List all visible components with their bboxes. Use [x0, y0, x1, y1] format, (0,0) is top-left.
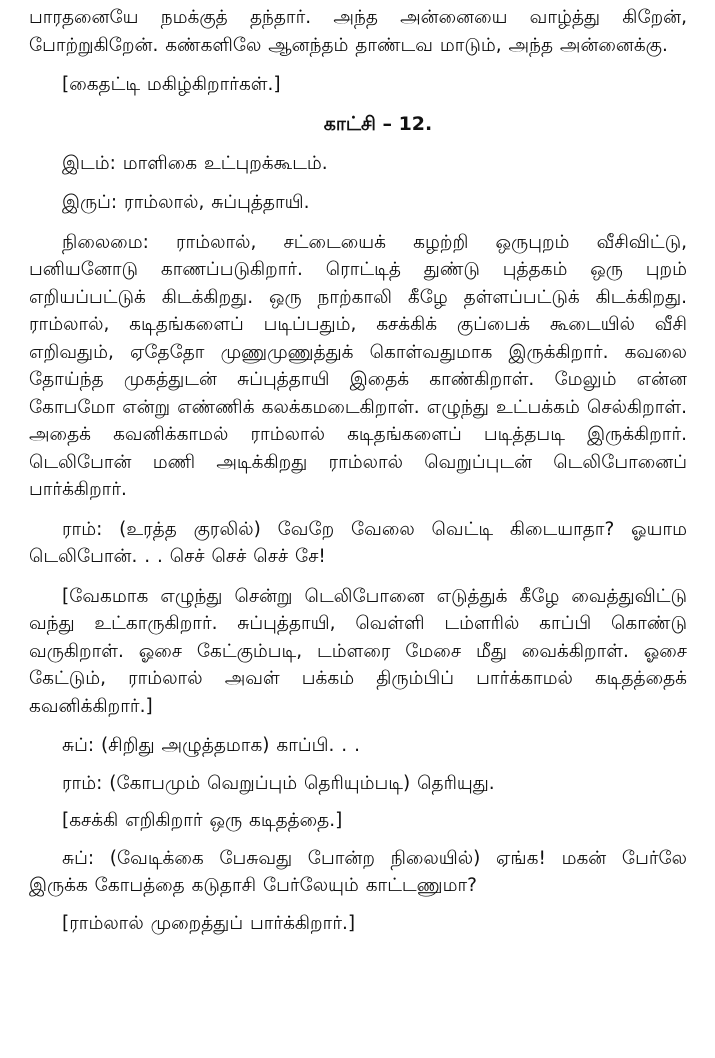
dialogue-sup-2: சுப்: (வேடிக்கை பேசுவது போன்ற நிலையில்) ஏங்க! மகன் பேர்லே இருக்க கோபத்தை கடுதாசி பேர்லேயும் காட்டணுமா?: [29, 847, 687, 896]
stage-direction-stare: [ராம்லால் முறைத்துப் பார்க்கிறார்.]: [62, 912, 356, 934]
dialogue-ram-2: ராம்: (கோபமும் வெறுப்பும் தெரியும்படி) தெரியுது.: [62, 772, 495, 794]
stage-direction-applause: [கைதட்டி மகிழ்கிறார்கள்.]: [62, 74, 281, 95]
scene-characters: இருப்: ராம்லால், சுப்புத்தாயி.: [62, 192, 310, 213]
scene-heading: காட்சி – 12.: [323, 112, 433, 135]
scene-place: இடம்: மாளிகை உட்புறக்கூடம்.: [62, 152, 328, 174]
scene-situation: நிலைமை: ராம்லால், சட்டையைக் கழற்றி ஒருபுறம் வீசிவிட்டு, பனியனோடு காணப்படுகிறார். ரொட்டித் துண்டு புத்தகம் ஒரு புறம் எறியப்பட்டுக் கிடக்கிறது. ஒரு நாற்காலி கீழே தள்ளப்பட்டுக் கிடக்கிறது. ராம்லால், கடிதங்களைப் படிப்பதும், கசக்கிக் குப்பைக் கூடையில் வீசி எறிவதும், ஏதேதோ முணுமுணுத்துக் கொள்வதுமாக இருக்கிறார். கவலை தோய்ந்த முகத்துடன் சுப்புத்தாயி இதைக் காண்கிறாள். மேலும் என்ன கோபமோ என்று எண்ணிக் கலக்கமடைகிறாள். எழுந்து உட்பக்கம் செல்கிறாள். அதைக் கவனிக்காமல் ராம்லால் கடிதங்களைப் படித்தபடி இருக்கிறார். டெலிபோன் மணி அடிக்கிறது ராம்லால் வெறுப்புடன் டெலிபோனைப் பார்க்கிறார்.: [29, 231, 687, 500]
dialogue-ram-1: ராம்: (உரத்த குரலில்) வேறே வேலை வெட்டி கிடையாதா? ஓயாம டெலிபோன். . . செச் செச் செச் சே!: [29, 518, 687, 567]
dialogue-sup-1: சுப்: (சிறிது அழுத்தமாக) காப்பி. . .: [62, 735, 360, 756]
stage-direction-telephone: [வேகமாக எழுந்து சென்று டெலிபோனை எடுத்துக் கீழே வைத்துவிட்டு வந்து உட்காருகிறார். சுப்புத்தாயி, வெள்ளி டம்ளரில் காப்பி கொண்டு வருகிறாள். ஓசை கேட்கும்படி, டம்ளரை மேசை மீது வைக்கிறாள். ஓசை கேட்டும், ராம்லால் அவள் பக்கம் திரும்பிப் பார்க்காமல் கடிதத்தைக் கவனிக்கிறார்.]: [29, 585, 687, 717]
paragraph-continuation: பாரதனையே நமக்குத் தந்தார். அந்த அன்னையை வாழ்த்து கிறேன், போற்றுகிறேன். கண்களிலே ஆனந்தம் தாண்டவ மாடும், அந்த அன்னைக்கு.: [29, 7, 687, 56]
stage-direction-crumple: [கசக்கி எறிகிறார் ஒரு கடிதத்தை.]: [62, 810, 343, 831]
